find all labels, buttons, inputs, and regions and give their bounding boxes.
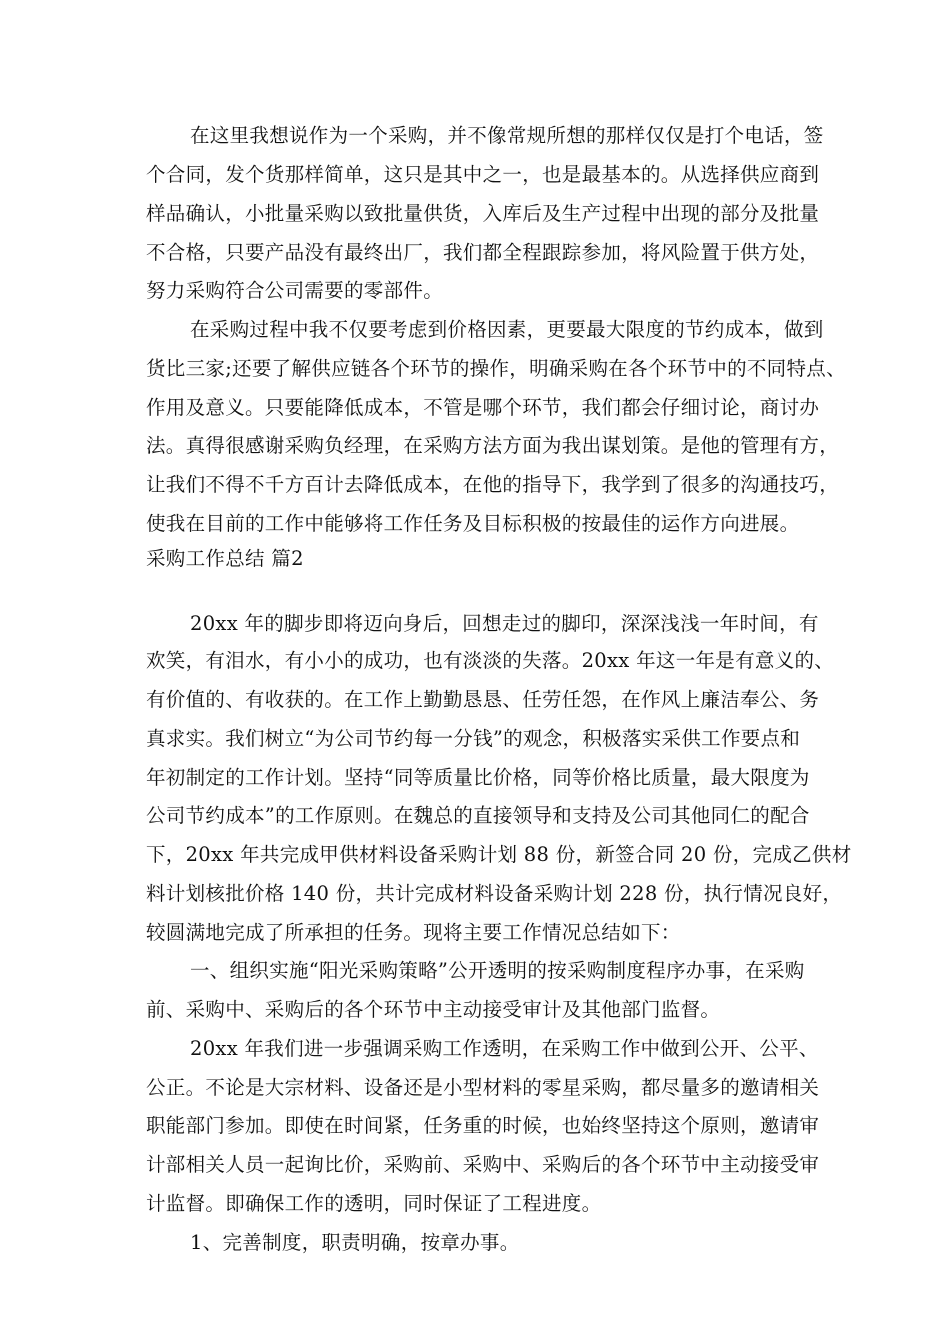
paragraph-line: 计部相关人员一起询比价，采购前、采购中、采购后的各个环节中主动接受审 [146, 1153, 820, 1176]
paragraph-line: 在采购过程中我不仅要考虑到价格因素，更要最大限度的节约成本，做到 [190, 318, 824, 341]
paragraph-line: 料计划核批价格 140 份，共计完成材料设备采购计划 228 份，执行情况良好， [146, 882, 843, 905]
paragraph-line: 在这里我想说作为一个采购，并不像常规所想的那样仅仅是打个电话，签 [190, 124, 824, 147]
paragraph-line: 使我在目前的工作中能够将工作任务及目标积极的按最佳的运作方向进展。 [146, 512, 800, 535]
paragraph-line: 让我们不得不千方百计去降低成本，在他的指导下，我学到了很多的沟通技巧， [146, 473, 840, 496]
paragraph-line: 较圆满地完成了所承担的任务。现将主要工作情况总结如下： [146, 921, 681, 944]
paragraph-line: 公司节约成本”的工作原则。在魏总的直接领导和支持及公司其他同仁的配合 [146, 804, 810, 827]
paragraph-line: 欢笑，有泪水，有小小的成功，也有淡淡的失落。20xx 年这一年是有意义的、 [146, 649, 835, 672]
paragraph-line: 前、采购中、采购后的各个环节中主动接受审计及其他部门监督。 [146, 998, 721, 1021]
paragraph-line: 有价值的、有收获的。在工作上勤勤恳恳、任劳任怨，在作风上廉洁奉公、务 [146, 688, 820, 711]
paragraph-line: 20xx 年的脚步即将迈向身后，回想走过的脚印，深深浅浅一年时间，有 [190, 612, 819, 635]
paragraph-line: 年初制定的工作计划。坚持“同等质量比价格，同等价格比质量，最大限度为 [146, 766, 810, 789]
paragraph-line: 公正。不论是大宗材料、设备还是小型材料的零星采购，都尽量多的邀请相关 [146, 1076, 820, 1099]
paragraph-line: 个合同，发个货那样简单，这只是其中之一，也是最基本的。从选择供应商到 [146, 163, 820, 186]
paragraph-line: 1、完善制度，职责明确，按章办事。 [190, 1231, 520, 1254]
paragraph-line: 计监督。即确保工作的透明，同时保证了工程进度。 [146, 1192, 602, 1215]
paragraph-line: 真求实。我们树立“为公司节约每一分钱”的观念，积极落实采供工作要点和 [146, 727, 801, 750]
paragraph-line: 样品确认，小批量采购以致批量供货，入库后及生产过程中出现的部分及批量 [146, 202, 820, 225]
paragraph-line: 职能部门参加。即使在时间紧，任务重的时候，也始终坚持这个原则，邀请审 [146, 1114, 820, 1137]
paragraph-line: 货比三家;还要了解供应链各个环节的操作，明确采购在各个环节中的不同特点、 [146, 357, 846, 380]
section-heading: 采购工作总结 篇2 [146, 547, 304, 570]
paragraph-line: 一、组织实施“阳光采购策略”公开透明的按采购制度程序办事，在采购 [190, 959, 805, 982]
paragraph-line: 20xx 年我们进一步强调采购工作透明，在采购工作中做到公开、公平、 [190, 1037, 819, 1060]
paragraph-line: 下，20xx 年共完成甲供材料设备采购计划 88 份，新签合同 20 份，完成乙供材 [146, 843, 852, 866]
paragraph-line: 作用及意义。只要能降低成本，不管是哪个环节，我们都会仔细讨论，商讨办 [146, 396, 820, 419]
paragraph-line: 不合格，只要产品没有最终出厂，我们都全程跟踪参加，将风险置于供方处， [146, 241, 820, 264]
paragraph-line: 法。真得很感谢采购负经理，在采购方法方面为我出谋划策。是他的管理有方， [146, 434, 840, 457]
paragraph-line: 努力采购符合公司需要的零部件。 [146, 279, 444, 302]
